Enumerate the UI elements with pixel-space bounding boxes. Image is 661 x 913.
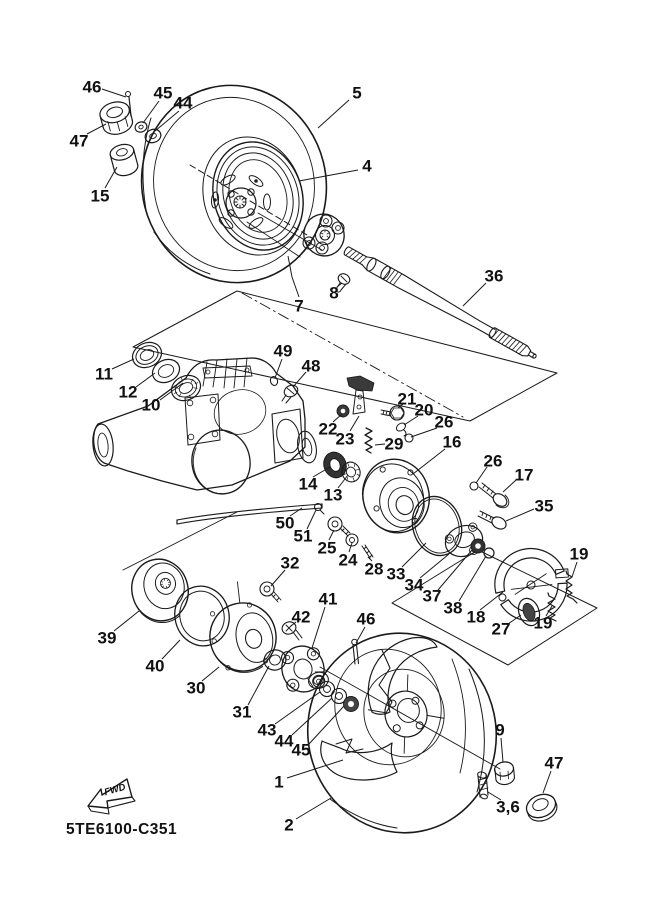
wheel-hub-7	[298, 208, 350, 261]
callout-15	[91, 167, 117, 206]
nut-37	[471, 539, 485, 553]
oil-seal-31	[262, 647, 288, 672]
callout-26	[476, 452, 502, 484]
fwd-label: FWD	[103, 781, 127, 799]
callout-number: 26	[483, 451, 503, 471]
callout-number: 51	[293, 526, 313, 546]
callout-2	[284, 798, 331, 835]
callout-number: 16	[442, 432, 462, 452]
bolt-17	[479, 483, 509, 509]
seal-11	[128, 338, 165, 372]
callout-number: 44	[173, 93, 193, 113]
rear-hub-41	[277, 641, 330, 697]
callout-number: 19	[533, 613, 553, 633]
callout-29	[375, 435, 403, 454]
callout-47	[70, 124, 106, 151]
callout-number: 28	[364, 559, 384, 579]
callout-number: 13	[323, 485, 343, 505]
callout-40	[146, 640, 180, 676]
callout-number: 23	[335, 429, 355, 449]
callout-46	[83, 78, 126, 98]
rim-bottom	[321, 637, 452, 780]
valve-stem-3-6	[477, 771, 488, 800]
bolt-48	[282, 383, 300, 403]
final-drive-housing-10	[91, 358, 319, 499]
part-code: 5TE6100-C351	[66, 821, 178, 838]
callout-number: 33	[386, 564, 406, 584]
callout-number: 32	[280, 553, 300, 573]
callout-17	[503, 466, 533, 493]
callout-41	[312, 590, 337, 649]
callout-47	[543, 754, 563, 794]
nut-45-bottom	[344, 697, 359, 712]
callout-number: 45	[291, 740, 311, 760]
axle-shaft-36	[342, 244, 539, 363]
callout-number: 46	[82, 77, 102, 97]
callout-number: 36	[484, 266, 504, 286]
callout-number: 12	[118, 382, 138, 402]
callout-5	[318, 84, 362, 129]
callout-number: 29	[384, 434, 404, 454]
callout-number: 24	[338, 550, 358, 570]
washer-45-top	[134, 120, 149, 134]
callout-number: 30	[186, 678, 206, 698]
callout-number: 4	[362, 156, 372, 176]
callout-number: 34	[404, 575, 424, 595]
callout-42	[291, 608, 310, 627]
callout-number: 42	[291, 607, 311, 627]
callout-number: 38	[443, 598, 463, 618]
callout-number: 2	[284, 815, 294, 835]
callout-number: 5	[352, 83, 362, 103]
callout-number: 47	[544, 753, 564, 773]
callout-11	[95, 359, 134, 384]
callout-37	[423, 550, 472, 606]
callout-number: 26	[434, 412, 454, 432]
callout-number: 15	[90, 186, 110, 206]
callout-number: 10	[141, 395, 161, 415]
callout-number: 39	[97, 628, 117, 648]
callout-number: 48	[301, 356, 321, 376]
callout-number: 44	[274, 731, 294, 751]
callout-number: 50	[275, 513, 295, 533]
callout-number: 17	[514, 465, 534, 485]
callout-39	[98, 611, 139, 648]
callout-number: 1	[274, 772, 284, 792]
callout-number: 46	[356, 609, 376, 629]
fwd-arrow	[88, 779, 135, 814]
callout-number: 45	[153, 83, 173, 103]
callout-number: 25	[317, 538, 337, 558]
callout-36	[463, 267, 503, 307]
hub-cap-47-bottom	[523, 790, 560, 825]
callout-number: 49	[273, 341, 293, 361]
nut-9	[493, 760, 514, 784]
o-ring-26b	[470, 482, 478, 490]
callout-number: 37	[422, 586, 442, 606]
callout-number: 27	[491, 619, 511, 639]
callout-28	[365, 557, 384, 579]
seal-12	[149, 355, 184, 387]
callout-23	[336, 416, 359, 449]
callout-number: 8	[329, 283, 339, 303]
callout-1	[274, 760, 343, 792]
callout-31	[233, 666, 269, 722]
bolt-25	[328, 517, 350, 536]
callout-number: 3,6	[496, 797, 520, 817]
callout-13	[324, 475, 348, 505]
callout-25	[318, 530, 337, 558]
callout-number: 18	[466, 607, 486, 627]
spacer-15	[108, 142, 139, 178]
callout-45	[292, 706, 344, 760]
bolt-35	[478, 511, 508, 532]
callout-3-6	[488, 792, 520, 817]
callout-number: 14	[298, 474, 318, 494]
callout-32	[271, 554, 299, 587]
gasket-33	[405, 490, 469, 562]
callout-number: 35	[534, 496, 554, 516]
callout-48	[293, 357, 320, 388]
callout-number: 7	[294, 296, 304, 316]
callout-30	[187, 667, 219, 698]
callout-51	[294, 510, 316, 546]
callout-number: 9	[495, 720, 505, 740]
bearing-14	[320, 449, 350, 481]
callout-number: 47	[69, 131, 89, 151]
diagram-artwork	[88, 66, 597, 851]
callout-35	[506, 497, 553, 522]
callout-number: 20	[414, 400, 434, 420]
callout-number: 19	[569, 544, 589, 564]
callout-number: 22	[318, 419, 338, 439]
callout-8	[329, 283, 342, 303]
callout-24	[339, 543, 358, 570]
callout-45	[143, 84, 172, 124]
callout-19	[534, 606, 553, 633]
callout-number: 41	[318, 589, 338, 609]
stud-28	[362, 545, 373, 558]
bolt-32	[260, 582, 281, 602]
callout-16	[413, 433, 461, 475]
spring-19-right	[566, 571, 577, 603]
callout-number: 21	[397, 389, 417, 409]
callout-19	[570, 545, 589, 578]
callout-number: 40	[145, 656, 165, 676]
callout-number: 43	[257, 720, 277, 740]
callout-number: 11	[95, 364, 113, 384]
breather-pipe-50	[177, 504, 324, 525]
callout-number: 31	[232, 702, 252, 722]
callout-27	[492, 615, 521, 639]
